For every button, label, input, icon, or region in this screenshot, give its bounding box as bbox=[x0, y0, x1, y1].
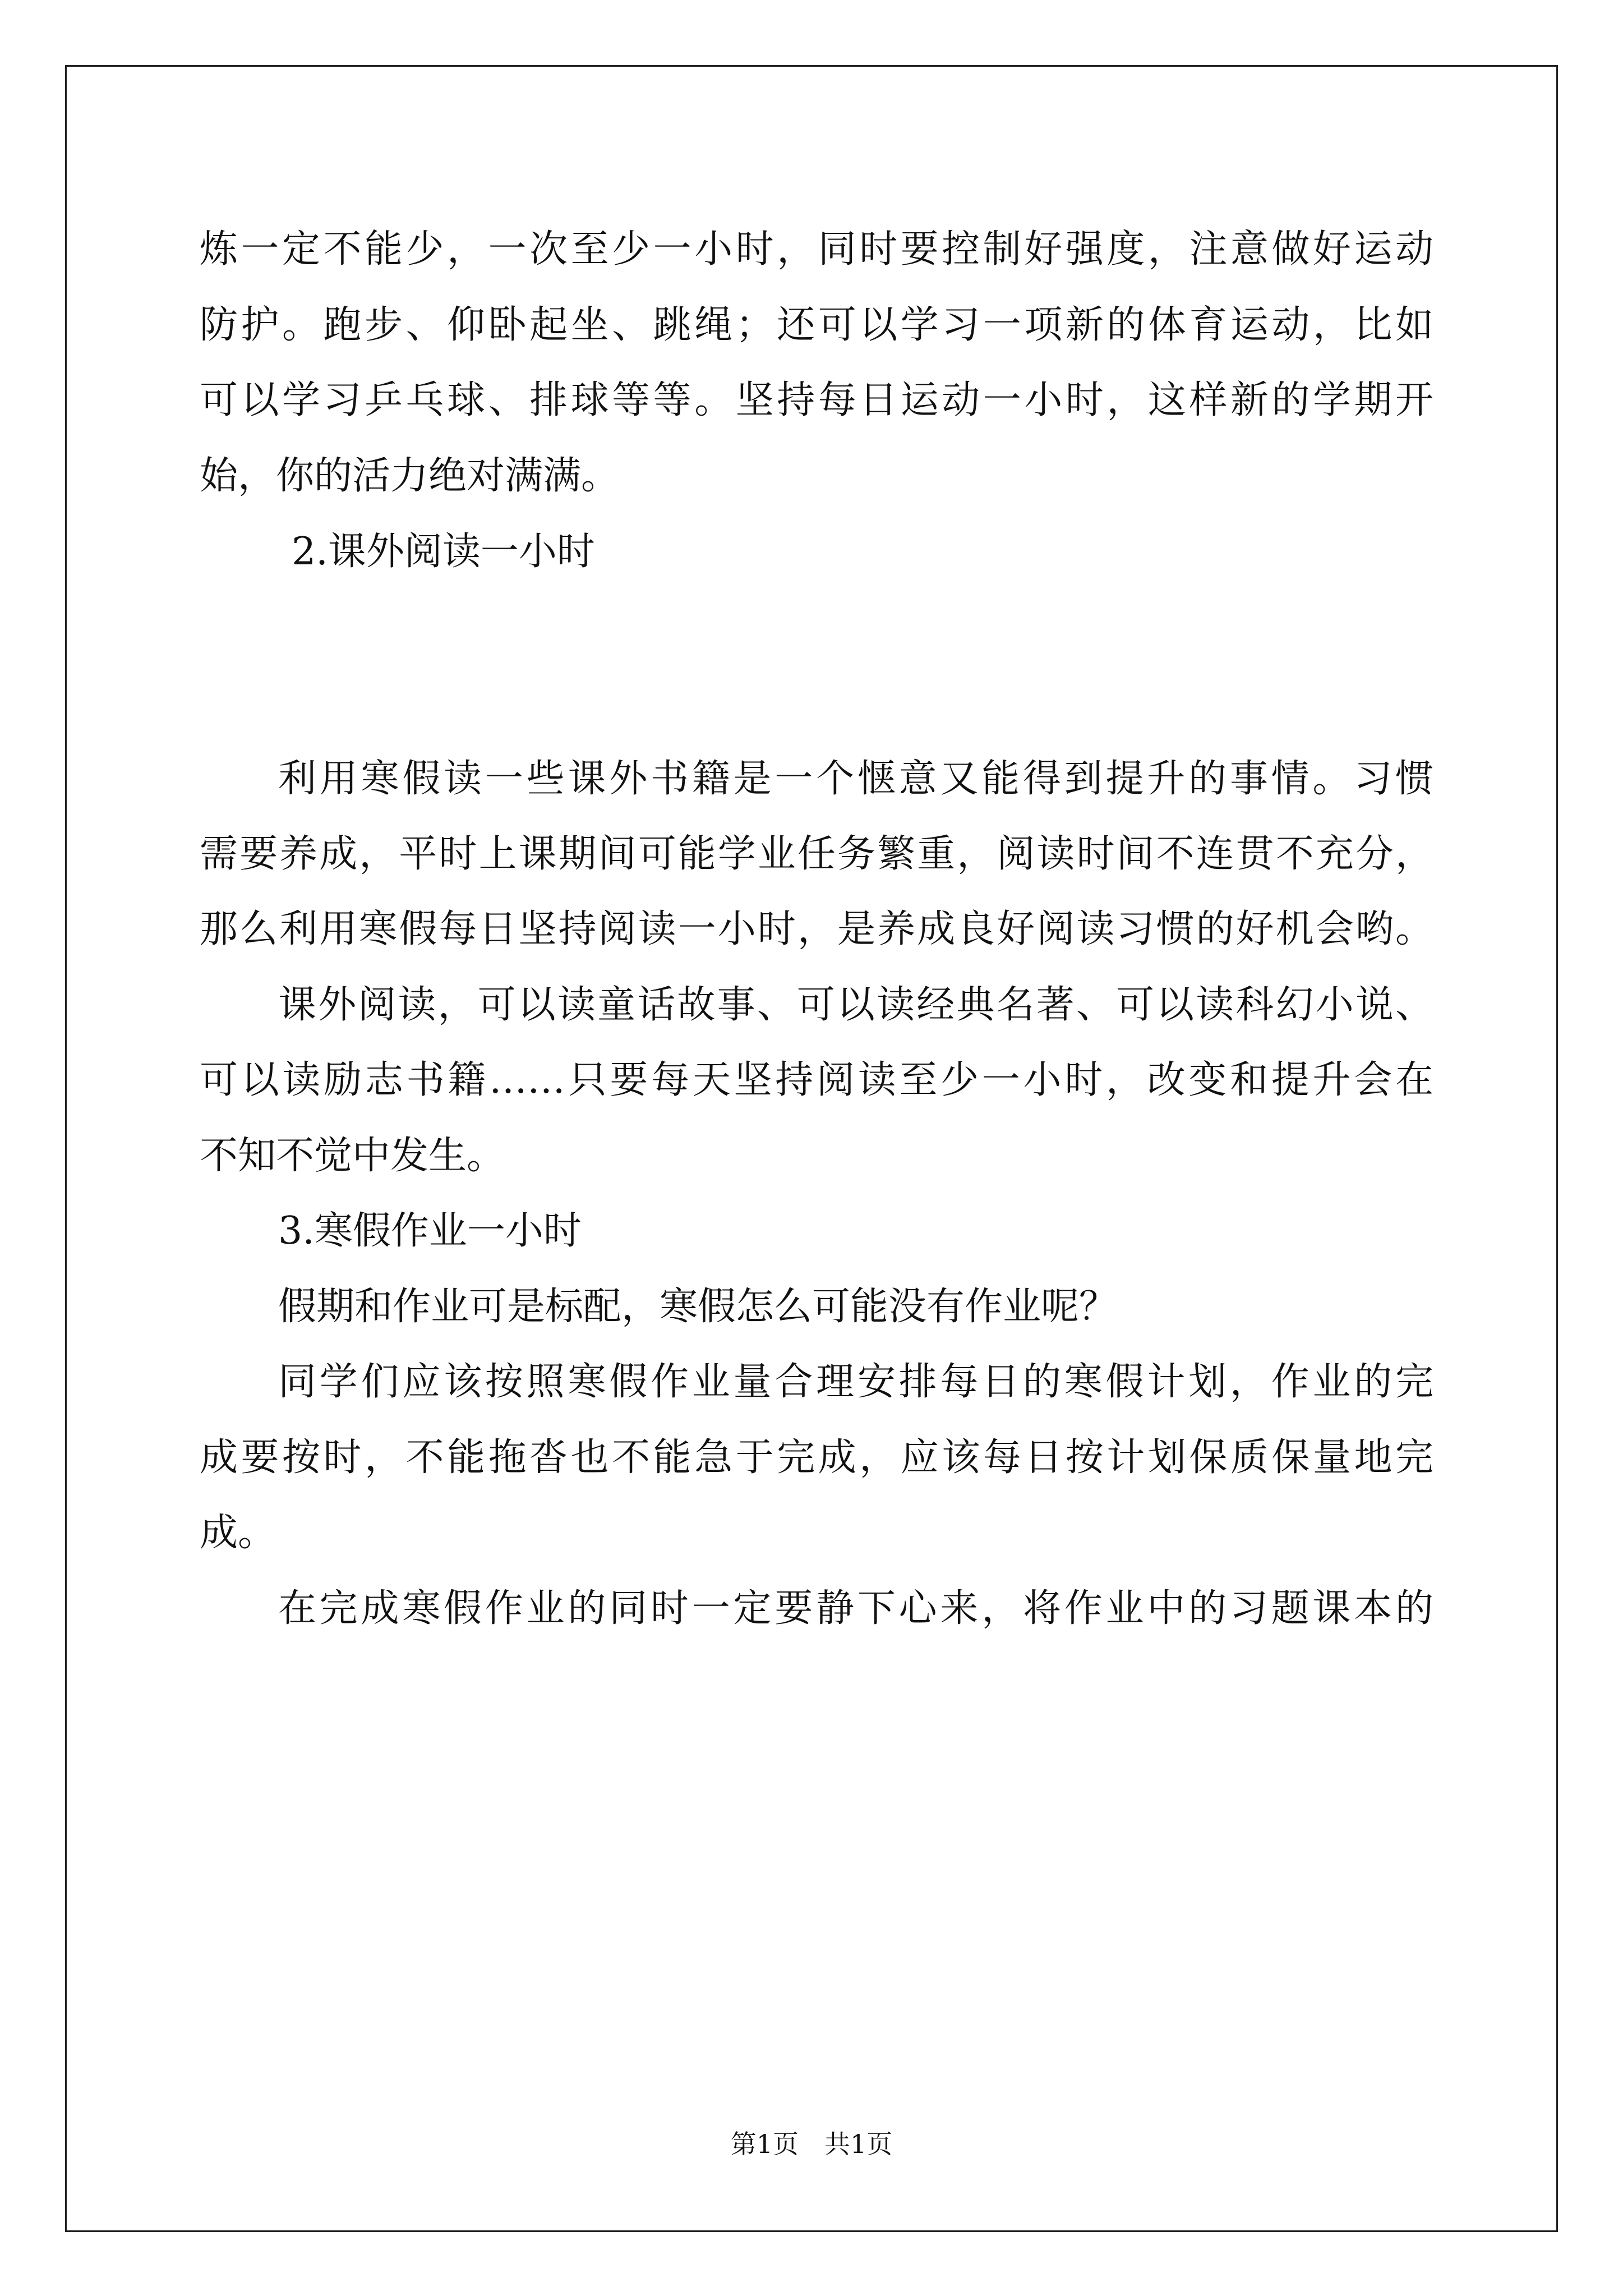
section-heading-2: 2.课外阅读一小时 bbox=[292, 530, 595, 574]
body-line-6: 利用寒假读一些课外书籍是一个惬意又能得到提升的事情。习惯 bbox=[278, 757, 1433, 801]
body-line-15: 成要按时，不能拖沓也不能急于完成，应该每日按计划保质保量地完 bbox=[200, 1435, 1433, 1480]
body-line-16: 成。 bbox=[200, 1511, 276, 1555]
body-line-17: 在完成寒假作业的同时一定要静下心来，将作业中的习题课本的 bbox=[278, 1586, 1433, 1631]
body-line-2: 防护。跑步、仰卧起坐、跳绳；还可以学习一项新的体育运动，比如 bbox=[200, 303, 1433, 347]
body-line-4: 始，你的活力绝对满满。 bbox=[200, 454, 620, 498]
body-line-8: 那么利用寒假每日坚持阅读一小时，是养成良好阅读习惯的好机会哟。 bbox=[200, 907, 1433, 951]
body-line-7: 需要养成，平时上课期间可能学业任务繁重，阅读时间不连贯不充分， bbox=[200, 832, 1433, 876]
body-line-11: 不知不觉中发生。 bbox=[200, 1134, 505, 1178]
section-heading-3: 3.寒假作业一小时 bbox=[278, 1209, 582, 1253]
body-line-1: 炼一定不能少，一次至少一小时，同时要控制好强度，注意做好运动 bbox=[200, 227, 1433, 272]
body-line-9: 课外阅读，可以读童话故事、可以读经典名著、可以读科幻小说、 bbox=[278, 983, 1433, 1027]
body-line-13: 假期和作业可是标配，寒假怎么可能没有作业呢？ bbox=[278, 1285, 1118, 1329]
page-footer: 第1页 共1页 bbox=[730, 2129, 893, 2159]
body-line-10: 可以读励志书籍……只要每天坚持阅读至少一小时，改变和提升会在 bbox=[200, 1058, 1433, 1102]
body-line-3: 可以学习乒乓球、排球等等。坚持每日运动一小时，这样新的学期开 bbox=[200, 378, 1433, 422]
body-line-14: 同学们应该按照寒假作业量合理安排每日的寒假计划，作业的完 bbox=[278, 1360, 1433, 1404]
